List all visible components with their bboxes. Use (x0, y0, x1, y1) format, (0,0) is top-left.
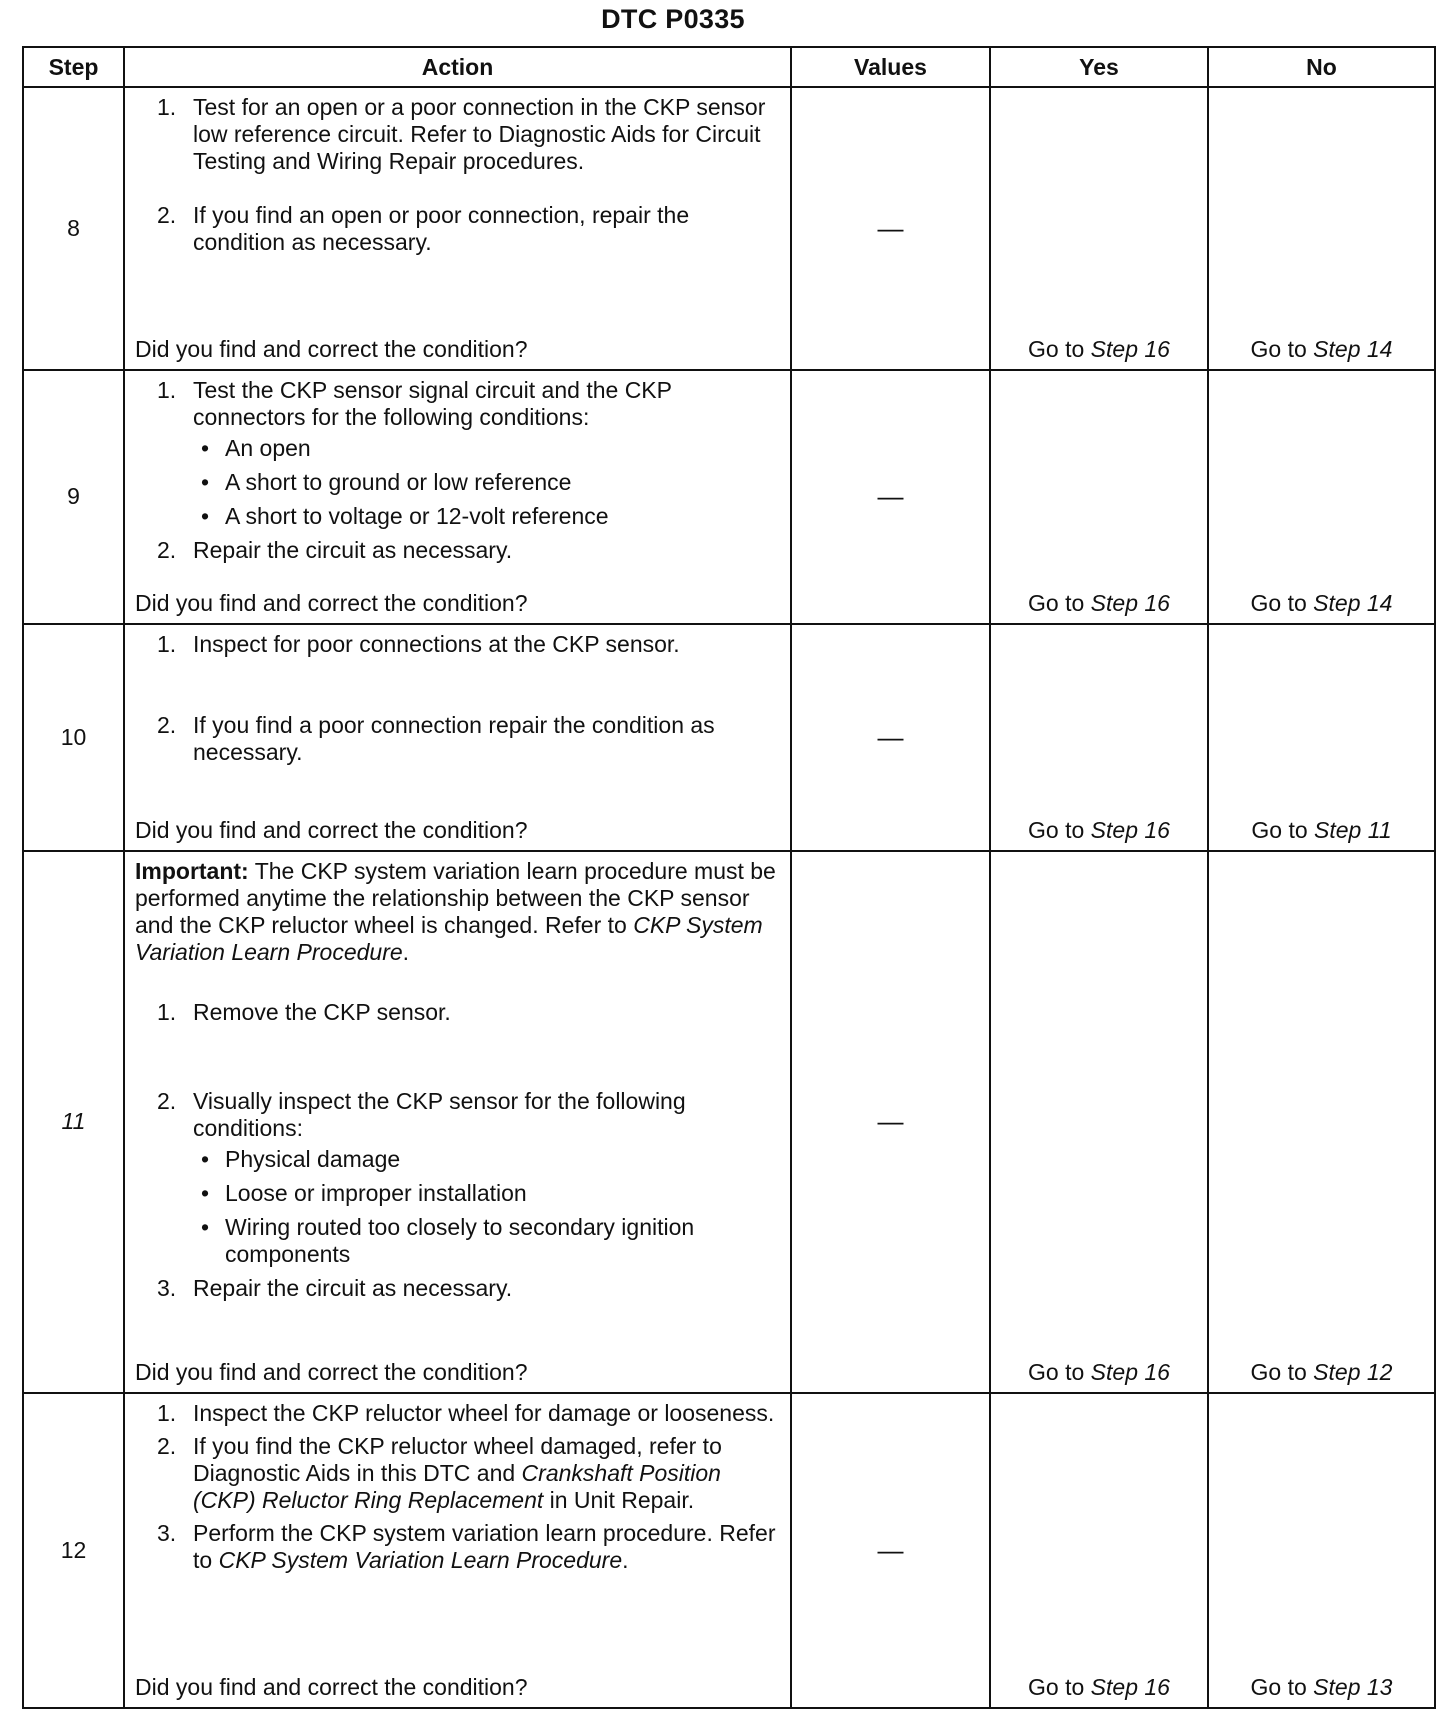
yes-cell: Go to Step 16 (990, 851, 1208, 1394)
action-cell (124, 87, 791, 370)
header-row (23, 47, 1435, 87)
diagnostic-table (22, 46, 1436, 1709)
no-cell: Go to Step 13 (1208, 1393, 1435, 1708)
action-item: 3. Repair the circuit as necessary. (157, 1274, 513, 1301)
value-cell: — (791, 1393, 990, 1708)
action-item: 2. Visually inspect the CKP sensor for the following conditions: • Physical damage • Loose or improper installation • Wiring routed too closely to secondary ignition components (135, 1088, 780, 1268)
yes-cell: Go to Step 16 (990, 87, 1208, 370)
no-cell: Go to Step 14 (1208, 370, 1435, 624)
step-number: 12 (23, 1393, 124, 1708)
bullet-item: • A short to ground or low reference (193, 469, 780, 496)
value-cell: — (791, 370, 990, 624)
bullet-item: • A short to voltage or 12-volt reference (193, 503, 780, 530)
action-item: 3. Perform the CKP system variation learn procedure. Refer to CKP System Variation Learn Procedure. (157, 1520, 776, 1574)
action-question: Did you find and correct the condition? (135, 1674, 528, 1700)
action-item: 1. Test the CKP sensor signal circuit and the CKP connectors for the following conditions: • An open • A short to ground or low reference • A short to voltage or 12-volt reference (135, 377, 780, 530)
action-question: Did you find and correct the condition? (135, 589, 528, 616)
action-cell (124, 370, 791, 624)
action-cell (124, 624, 791, 851)
action-item: 2. Repair the circuit as necessary. (157, 536, 513, 563)
table-row (23, 87, 1435, 370)
action-item: 1. Inspect the CKP reluctor wheel for damage or looseness. (157, 1400, 775, 1427)
table-row (23, 1393, 1435, 1708)
action-item: 1. Inspect for poor connections at the CKP sensor. (157, 630, 680, 657)
no-cell: Go to Step 14 (1208, 87, 1435, 370)
yes-cell: Go to Step 16 (990, 370, 1208, 624)
header-yes: Yes (990, 47, 1208, 87)
bullet-item: • Wiring routed too closely to secondary ignition components (193, 1214, 780, 1268)
action-question: Did you find and correct the condition? (135, 335, 528, 362)
table-row (23, 851, 1435, 1394)
action-item: 1. Remove the CKP sensor. (157, 998, 451, 1025)
action-item: 2. If you find an open or poor connection, repair the condition as necessary. (157, 202, 690, 255)
action-item: 2. If you find a poor connection repair the condition as necessary. (157, 711, 715, 765)
no-cell: Go to Step 12 (1208, 851, 1435, 1394)
page-title: DTC P0335 (601, 4, 745, 34)
no-cell: Go to Step 11 (1208, 624, 1435, 851)
action-question: Did you find and correct the condition? (135, 1359, 528, 1386)
step-number: 11 (23, 851, 124, 1394)
yes-cell: Go to Step 16 (990, 1393, 1208, 1708)
value-cell: — (791, 624, 990, 851)
action-question: Did you find and correct the condition? (135, 816, 528, 843)
action-cell (124, 1393, 791, 1708)
table-row (23, 624, 1435, 851)
bullet-item: • Physical damage (193, 1146, 780, 1173)
value-cell: — (791, 851, 990, 1394)
step-number: 10 (23, 624, 124, 851)
header-action: Action (124, 47, 791, 87)
step-number: 9 (23, 370, 124, 624)
yes-cell: Go to Step 16 (990, 624, 1208, 851)
step-number: 8 (23, 87, 124, 370)
header-no: No (1208, 47, 1435, 87)
header-step: Step (23, 47, 124, 87)
header-values: Values (791, 47, 990, 87)
action-cell (124, 851, 791, 1394)
action-item: 2. If you find the CKP reluctor wheel damaged, refer to Diagnostic Aids in this DTC and Crankshaft Position (CKP) Reluctor Ring Replacement in Unit Repair. (157, 1433, 722, 1514)
action-item: 1. Test for an open or a poor connection in the CKP sensor low reference circuit. Refer to Diagnostic Aids for Circuit Testing and Wiring Repair procedures. (157, 94, 766, 174)
bullet-item: • Loose or improper installation (193, 1180, 780, 1207)
bullet-item: • An open (193, 435, 780, 462)
value-cell: — (791, 87, 990, 370)
important-note: Important: The CKP system variation learn procedure must be performed anytime the relationship between the CKP sensor and the CKP reluctor wheel is changed. Refer to CKP System Variation Learn Procedure. (135, 857, 776, 965)
table-row (23, 370, 1435, 624)
